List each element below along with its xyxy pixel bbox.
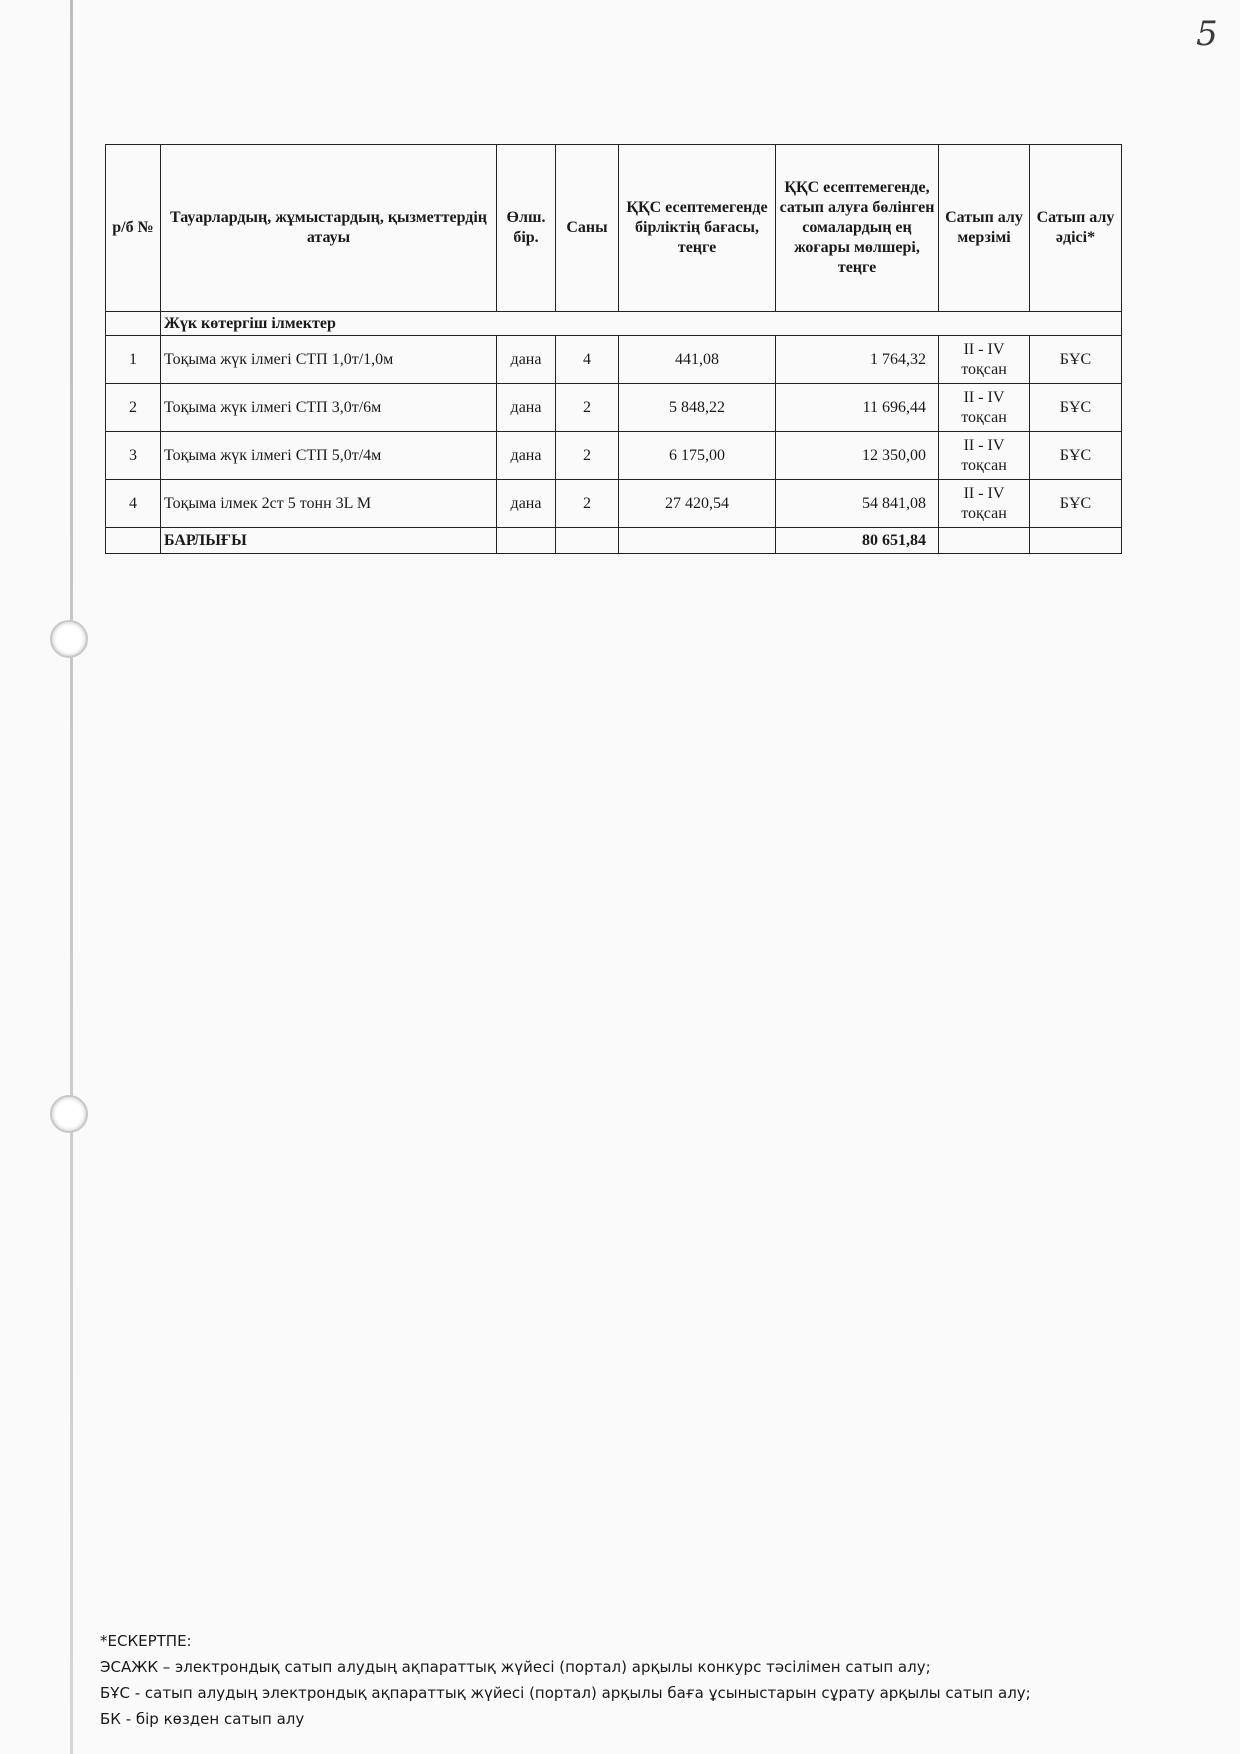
row-qty: 2 bbox=[556, 480, 619, 528]
footnote-line: БҰС - сатып алудың электрондық ақпараттық жүйесі (портал) арқылы баға ұсыныстарын сұрату арқылы сатып алу; bbox=[100, 1684, 1031, 1702]
total-empty-cell bbox=[497, 528, 556, 554]
row-method: БҰС bbox=[1030, 384, 1122, 432]
row-num: 4 bbox=[106, 480, 161, 528]
row-num: 2 bbox=[106, 384, 161, 432]
footnote-line: ЭСАЖК – электрондық сатып алудың ақпараттық жүйесі (портал) арқылы конкурс тәсілімен сатып алу; bbox=[100, 1658, 931, 1676]
table-header-row bbox=[106, 145, 1122, 312]
row-name: Тоқыма жүк ілмегі СТП 5,0т/4м bbox=[161, 432, 497, 480]
row-num: 1 bbox=[106, 336, 161, 384]
punch-hole bbox=[50, 1095, 88, 1133]
total-empty-cell bbox=[556, 528, 619, 554]
row-qty: 2 bbox=[556, 432, 619, 480]
row-period: II - IV тоқсан bbox=[939, 384, 1030, 432]
punch-hole bbox=[50, 620, 88, 658]
footnote-title: *ЕСКЕРТПЕ: bbox=[100, 1632, 192, 1650]
header-method: Сатып алу әдісі* bbox=[1030, 145, 1122, 312]
row-total: 1 764,32 bbox=[776, 336, 939, 384]
row-unit-price: 441,08 bbox=[619, 336, 776, 384]
row-qty: 2 bbox=[556, 384, 619, 432]
group-row bbox=[106, 312, 1122, 336]
row-qty: 4 bbox=[556, 336, 619, 384]
total-label: БАРЛЫҒЫ bbox=[161, 528, 497, 554]
group-title: Жүк көтергіш ілмектер bbox=[161, 312, 1122, 336]
row-unit: дана bbox=[497, 336, 556, 384]
header-max-amount: ҚҚС есептемегенде, сатып алуға бөлінген сомалардың ең жоғары мөлшері, теңге bbox=[776, 145, 939, 312]
header-qty: Саны bbox=[556, 145, 619, 312]
row-total: 12 350,00 bbox=[776, 432, 939, 480]
row-unit: дана bbox=[497, 384, 556, 432]
row-period: II - IV тоқсан bbox=[939, 480, 1030, 528]
row-method: БҰС bbox=[1030, 432, 1122, 480]
row-name: Тоқыма жүк ілмегі СТП 1,0т/1,0м bbox=[161, 336, 497, 384]
procurement-table bbox=[105, 144, 1122, 554]
total-empty-cell bbox=[1030, 528, 1122, 554]
binding-margin-line bbox=[70, 0, 73, 1754]
header-unit-price: ҚҚС есептемегенде бірліктің бағасы, теңге bbox=[619, 145, 776, 312]
total-num-cell bbox=[106, 528, 161, 554]
total-row bbox=[106, 528, 1122, 554]
row-num: 3 bbox=[106, 432, 161, 480]
page-number: 5 bbox=[1196, 14, 1218, 54]
table-row bbox=[106, 384, 1122, 432]
header-unit: Өлш. бір. bbox=[497, 145, 556, 312]
row-unit: дана bbox=[497, 432, 556, 480]
total-value: 80 651,84 bbox=[776, 528, 939, 554]
row-total: 11 696,44 bbox=[776, 384, 939, 432]
table-row bbox=[106, 336, 1122, 384]
row-period: II - IV тоқсан bbox=[939, 432, 1030, 480]
header-name: Тауарлардың, жұмыстардың, қызметтердің атауы bbox=[161, 145, 497, 312]
row-method: БҰС bbox=[1030, 336, 1122, 384]
group-num-cell bbox=[106, 312, 161, 336]
row-unit-price: 6 175,00 bbox=[619, 432, 776, 480]
row-method: БҰС bbox=[1030, 480, 1122, 528]
row-unit: дана bbox=[497, 480, 556, 528]
footnote bbox=[100, 1628, 1160, 1732]
row-period: II - IV тоқсан bbox=[939, 336, 1030, 384]
table-row bbox=[106, 480, 1122, 528]
table-row bbox=[106, 432, 1122, 480]
total-empty-cell bbox=[619, 528, 776, 554]
row-name: Тоқыма ілмек 2ст 5 тонн 3L М bbox=[161, 480, 497, 528]
row-name: Тоқыма жүк ілмегі СТП 3,0т/6м bbox=[161, 384, 497, 432]
header-period: Сатып алу мерзімі bbox=[939, 145, 1030, 312]
footnote-line: БК - бір көзден сатып алу bbox=[100, 1710, 305, 1728]
row-unit-price: 27 420,54 bbox=[619, 480, 776, 528]
header-num: р/б № bbox=[106, 145, 161, 312]
total-empty-cell bbox=[939, 528, 1030, 554]
row-unit-price: 5 848,22 bbox=[619, 384, 776, 432]
row-total: 54 841,08 bbox=[776, 480, 939, 528]
